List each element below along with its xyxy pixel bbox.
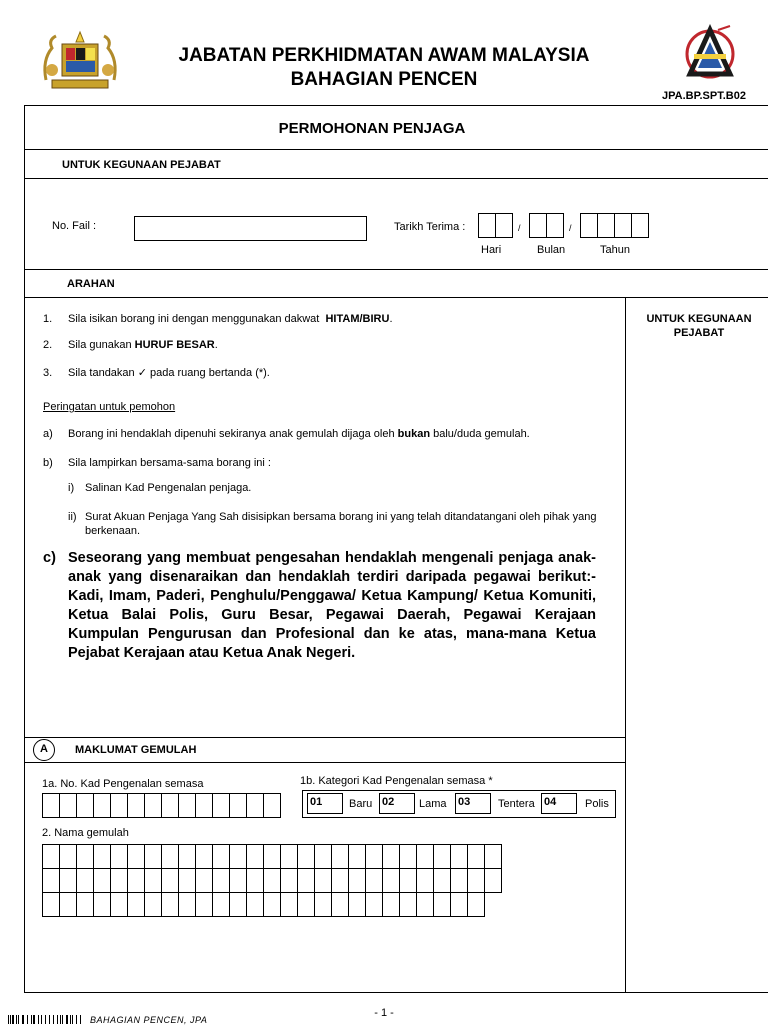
name-cell[interactable] bbox=[195, 844, 213, 869]
ic-number-label: 1a. No. Kad Pengenalan semasa bbox=[42, 778, 204, 790]
date-separator: / bbox=[518, 223, 521, 233]
name-cell[interactable] bbox=[314, 892, 332, 917]
name-cell[interactable] bbox=[229, 844, 247, 869]
instruction-number: 2. bbox=[43, 339, 53, 351]
file-no-field[interactable] bbox=[134, 216, 367, 241]
name-cell[interactable] bbox=[212, 892, 230, 917]
footer-agency: BAHAGIAN PENCEN, JPA bbox=[90, 1015, 208, 1025]
form-title: PERMOHONAN PENJAGA bbox=[278, 120, 466, 137]
name-cell[interactable] bbox=[127, 868, 145, 893]
warning-item: Sila lampirkan bersama-sama borang ini : bbox=[68, 457, 271, 469]
name-cell[interactable] bbox=[399, 844, 417, 869]
name-cell[interactable] bbox=[399, 892, 417, 917]
name-cell[interactable] bbox=[59, 868, 77, 893]
name-cell[interactable] bbox=[382, 892, 400, 917]
ic-cell[interactable] bbox=[144, 793, 162, 818]
name-cell[interactable] bbox=[76, 844, 94, 869]
name-cell[interactable] bbox=[246, 868, 264, 893]
instruction-item: Sila gunakan HURUF BESAR. bbox=[68, 339, 218, 351]
attachment-item: Salinan Kad Pengenalan penjaga. bbox=[85, 482, 252, 494]
name-cell[interactable] bbox=[467, 892, 485, 917]
date-day-cells[interactable] bbox=[478, 213, 512, 238]
name-cell[interactable] bbox=[42, 892, 60, 917]
name-cell[interactable] bbox=[484, 844, 502, 869]
name-cell[interactable] bbox=[399, 868, 417, 893]
date-cell[interactable] bbox=[580, 213, 598, 238]
form-code: JPA.BP.SPT.B02 bbox=[662, 90, 746, 102]
category-checkbox-tentera[interactable]: 03 bbox=[455, 793, 491, 814]
category-label: Lama bbox=[419, 798, 447, 810]
name-cell[interactable] bbox=[416, 844, 434, 869]
name-cell[interactable] bbox=[195, 868, 213, 893]
name-cell[interactable] bbox=[229, 892, 247, 917]
warning-letter: a) bbox=[43, 428, 53, 440]
warning-item: Borang ini hendaklah dipenuhi sekiranya anak gemulah dijaga oleh bukan balu/duda gemulah. bbox=[68, 428, 530, 440]
attachment-number: ii) bbox=[68, 511, 77, 523]
ic-number-cells[interactable] bbox=[42, 793, 280, 818]
name-cell[interactable] bbox=[280, 892, 298, 917]
agency-name: JABATAN PERKHIDMATAN AWAM MALAYSIA bbox=[178, 45, 590, 66]
name-cell[interactable] bbox=[331, 892, 349, 917]
name-cell[interactable] bbox=[212, 844, 230, 869]
name-row-1[interactable] bbox=[42, 844, 501, 869]
name-cell[interactable] bbox=[348, 892, 366, 917]
name-cell[interactable] bbox=[110, 892, 128, 917]
ic-cell[interactable] bbox=[93, 793, 111, 818]
instructions-heading: ARAHAN bbox=[67, 278, 115, 290]
name-cell[interactable] bbox=[93, 844, 111, 869]
name-cell[interactable] bbox=[365, 868, 383, 893]
name-cell[interactable] bbox=[382, 868, 400, 893]
name-cell[interactable] bbox=[59, 844, 77, 869]
office-use-heading: UNTUK KEGUNAAN PEJABAT bbox=[62, 159, 221, 171]
name-cell[interactable] bbox=[263, 892, 281, 917]
section-a-title: MAKLUMAT GEMULAH bbox=[75, 744, 197, 756]
name-cell[interactable] bbox=[280, 844, 298, 869]
date-cell[interactable] bbox=[478, 213, 496, 238]
name-row-2[interactable] bbox=[42, 868, 501, 893]
name-cell[interactable] bbox=[365, 892, 383, 917]
side-office-use-heading: UNTUK KEGUNAAN PEJABAT bbox=[646, 313, 752, 339]
name-cell[interactable] bbox=[178, 868, 196, 893]
division-name: BAHAGIAN PENCEN bbox=[290, 69, 478, 90]
name-row-3[interactable] bbox=[42, 892, 484, 917]
name-cell[interactable] bbox=[178, 892, 196, 917]
date-cell[interactable] bbox=[597, 213, 615, 238]
name-cell[interactable] bbox=[127, 844, 145, 869]
name-cell[interactable] bbox=[433, 892, 451, 917]
category-checkbox-lama[interactable]: 02 bbox=[379, 793, 415, 814]
ic-cell[interactable] bbox=[76, 793, 94, 818]
name-cell[interactable] bbox=[161, 892, 179, 917]
ic-cell[interactable] bbox=[110, 793, 128, 818]
column-divider bbox=[625, 297, 626, 993]
date-month-cells[interactable] bbox=[529, 213, 563, 238]
name-cell[interactable] bbox=[382, 844, 400, 869]
barcode-icon bbox=[8, 1015, 86, 1024]
warning-title: Peringatan untuk pemohon bbox=[43, 401, 176, 413]
name-cell[interactable] bbox=[365, 844, 383, 869]
date-received-label: Tarikh Terima : bbox=[394, 221, 466, 233]
ic-cell[interactable] bbox=[161, 793, 179, 818]
instruction-item: Sila isikan borang ini dengan menggunakan dakwat HITAM/BIRU. bbox=[68, 313, 393, 325]
date-separator: / bbox=[569, 223, 572, 233]
divider bbox=[24, 178, 768, 179]
name-cell[interactable] bbox=[127, 892, 145, 917]
name-cell[interactable] bbox=[297, 868, 315, 893]
name-cell[interactable] bbox=[161, 844, 179, 869]
instruction-number: 3. bbox=[43, 367, 53, 379]
date-cell[interactable] bbox=[546, 213, 564, 238]
name-cell[interactable] bbox=[178, 844, 196, 869]
name-cell[interactable] bbox=[110, 868, 128, 893]
name-cell[interactable] bbox=[280, 868, 298, 893]
instruction-item: Sila tandakan ✓ pada ruang bertanda (*). bbox=[68, 367, 270, 379]
name-cell[interactable] bbox=[450, 868, 468, 893]
category-checkbox-polis[interactable]: 04 bbox=[541, 793, 577, 814]
ic-cell[interactable] bbox=[178, 793, 196, 818]
name-cell[interactable] bbox=[161, 868, 179, 893]
warning-letter-c: c) bbox=[43, 550, 56, 566]
pension-logo-icon bbox=[684, 24, 736, 88]
name-cell[interactable] bbox=[331, 868, 349, 893]
ic-cell[interactable] bbox=[127, 793, 145, 818]
divider bbox=[24, 269, 768, 270]
name-cell[interactable] bbox=[297, 892, 315, 917]
date-cell[interactable] bbox=[529, 213, 547, 238]
category-label: Polis bbox=[585, 798, 609, 810]
ic-cell[interactable] bbox=[229, 793, 247, 818]
name-cell[interactable] bbox=[450, 844, 468, 869]
name-cell[interactable] bbox=[297, 844, 315, 869]
name-cell[interactable] bbox=[467, 844, 485, 869]
name-cell[interactable] bbox=[42, 844, 60, 869]
year-label: Tahun bbox=[600, 244, 630, 256]
name-cell[interactable] bbox=[76, 892, 94, 917]
name-cell[interactable] bbox=[144, 844, 162, 869]
ic-cell[interactable] bbox=[212, 793, 230, 818]
ic-category-label: 1b. Kategori Kad Pengenalan semasa * bbox=[300, 775, 493, 787]
coat-of-arms-icon bbox=[36, 30, 124, 92]
name-cell[interactable] bbox=[416, 892, 434, 917]
name-cell[interactable] bbox=[144, 868, 162, 893]
name-cell[interactable] bbox=[110, 844, 128, 869]
category-label: Tentera bbox=[498, 798, 535, 810]
date-cell[interactable] bbox=[495, 213, 513, 238]
name-cell[interactable] bbox=[331, 844, 349, 869]
divider bbox=[24, 149, 768, 150]
name-cell[interactable] bbox=[212, 868, 230, 893]
name-cell[interactable] bbox=[93, 868, 111, 893]
divider bbox=[24, 737, 625, 738]
name-cell[interactable] bbox=[348, 844, 366, 869]
name-cell[interactable] bbox=[416, 868, 434, 893]
name-cell[interactable] bbox=[144, 892, 162, 917]
name-cell[interactable] bbox=[433, 868, 451, 893]
deceased-name-label: 2. Nama gemulah bbox=[42, 827, 129, 839]
name-cell[interactable] bbox=[450, 892, 468, 917]
ic-cell[interactable] bbox=[42, 793, 60, 818]
ic-cell[interactable] bbox=[263, 793, 281, 818]
name-cell[interactable] bbox=[93, 892, 111, 917]
name-cell[interactable] bbox=[59, 892, 77, 917]
category-label: Baru bbox=[349, 798, 373, 810]
divider bbox=[24, 762, 625, 763]
attachment-number: i) bbox=[68, 482, 75, 494]
category-checkbox-baru[interactable]: 01 bbox=[307, 793, 343, 814]
file-no-label: No. Fail : bbox=[52, 220, 97, 232]
attachment-item: Surat Akuan Penjaga Yang Sah disisipkan bersama borang ini yang telah ditandatangani oleh pihak yang berkenaan. bbox=[85, 511, 597, 537]
name-cell[interactable] bbox=[467, 868, 485, 893]
name-cell[interactable] bbox=[263, 844, 281, 869]
name-cell[interactable] bbox=[314, 844, 332, 869]
name-cell[interactable] bbox=[42, 868, 60, 893]
date-year-cells[interactable] bbox=[580, 213, 648, 238]
name-cell[interactable] bbox=[433, 844, 451, 869]
ic-cell[interactable] bbox=[59, 793, 77, 818]
name-cell[interactable] bbox=[195, 892, 213, 917]
month-label: Bulan bbox=[537, 244, 566, 256]
name-cell[interactable] bbox=[229, 868, 247, 893]
name-cell[interactable] bbox=[76, 868, 94, 893]
divider bbox=[24, 297, 768, 298]
ic-cell[interactable] bbox=[246, 793, 264, 818]
date-cell[interactable] bbox=[631, 213, 649, 238]
instruction-number: 1. bbox=[43, 313, 53, 325]
officer-list-note: Seseorang yang membuat pengesahan hendaklah mengenali penjaga anak-anak yang disenaraikan dan hendaklah terdiri daripada pegawai berikut:- Kadi, Imam, Paderi, Penghulu/Penggawa/ Ketua Kampung/ Ketua Komuniti, Ketua Balai Polis, Guru Besar, Pegawai Daerah, Pegawai Kerajaan Kumpulan Pengurusan dan Profesional dan ke atas, mana-mana Ketua Pejabat Kerajaan atau Ketua Anak Negeri. bbox=[68, 550, 596, 661]
date-cell[interactable] bbox=[614, 213, 632, 238]
name-cell[interactable] bbox=[484, 868, 502, 893]
day-label: Hari bbox=[481, 244, 502, 256]
section-letter-badge: A bbox=[33, 739, 55, 761]
name-cell[interactable] bbox=[314, 868, 332, 893]
page-number: - 1 - bbox=[374, 1007, 394, 1019]
warning-letter: b) bbox=[43, 457, 53, 469]
name-cell[interactable] bbox=[263, 868, 281, 893]
ic-cell[interactable] bbox=[195, 793, 213, 818]
name-cell[interactable] bbox=[246, 844, 264, 869]
name-cell[interactable] bbox=[246, 892, 264, 917]
name-cell[interactable] bbox=[348, 868, 366, 893]
